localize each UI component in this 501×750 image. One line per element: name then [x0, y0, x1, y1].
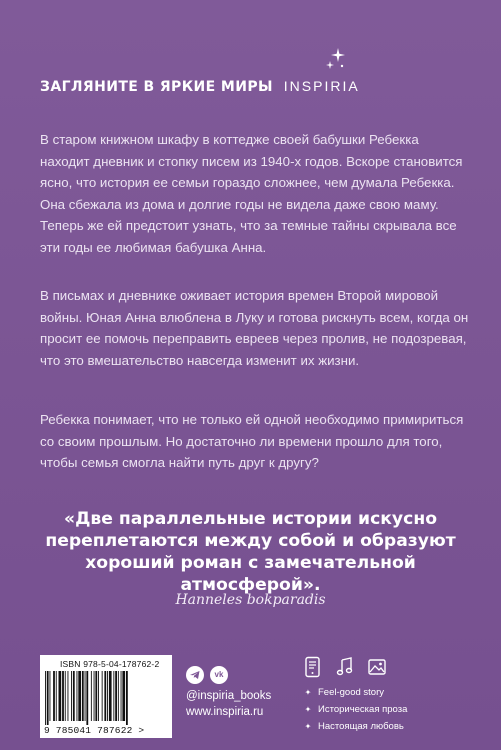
star-icon: ✦ — [304, 688, 312, 697]
star-icon: ✦ — [304, 722, 312, 731]
barcode-number: 9 785041 787622 > — [44, 725, 145, 736]
series-tagline — [40, 78, 360, 95]
series-prefix: ЗАГЛЯНИТЕ В ЯРКИЕ МИРЫ — [40, 79, 273, 95]
social-handle[interactable]: @inspiria_books — [186, 690, 272, 702]
star-icon: ✦ — [304, 705, 312, 714]
format-icons — [303, 656, 387, 678]
website-link[interactable]: www.inspiria.ru — [186, 706, 264, 718]
sparkle-icon — [324, 46, 346, 72]
music-note-icon — [335, 656, 355, 678]
description-paragraph-1: В старом книжном шкафу в коттедже своей бабушки Ребекка находит дневник и стопку писем из 1940-х годов. Вскоре становится ясно, что история ее семьи гораздо сложнее, чем думала Ребекка. Она сбежала из дома и долгие годы не видела даже свою маму. Теперь же ей предстоит узнать, что за темные тайны скрывала все эти годы ее любимая бабушка Анна. — [40, 132, 463, 255]
description-paragraph-2: В письмах и дневнике оживает история времен Второй мировой войны. Юная Анна влюблена в Луку и готова рискнуть всем, когда он просит ее помочь переправить евреев через пролив, не подозревая, что это вмешательство навсегда изменит их жизни. — [40, 288, 469, 368]
vk-icon[interactable] — [210, 666, 228, 684]
tag-item — [304, 718, 407, 735]
brand-name: INSPIRIA — [283, 78, 360, 94]
tag-list — [304, 684, 407, 735]
tag-label: Feel-good story — [318, 687, 385, 698]
vk-icon-label: vk — [214, 670, 224, 679]
image-icon — [367, 656, 387, 678]
review-quote: «Две параллельные истории искусно переплетаются между собой и образуют хороший роман с замечательной атмосферой». — [45, 509, 456, 595]
barcode-block — [40, 655, 172, 738]
telegram-icon[interactable] — [186, 666, 204, 684]
description-paragraph-3: Ребекка понимает, что не только ей одной необходимо примириться со своим прошлым. Но достаточно ли времени прошло для того, чтобы семья смогла найти путь друг к другу? — [40, 412, 464, 471]
social-icons — [186, 666, 228, 684]
quote-author: Hanneles bokparadis — [175, 592, 326, 608]
barcode-image — [44, 671, 168, 725]
tag-label: Историческая проза — [318, 704, 408, 715]
ebook-icon — [303, 656, 323, 678]
isbn-label: ISBN 978-5-04-178762-2 — [60, 659, 160, 669]
tag-label: Настоящая любовь — [318, 721, 404, 732]
tag-item — [304, 701, 407, 718]
tag-item — [304, 684, 407, 701]
